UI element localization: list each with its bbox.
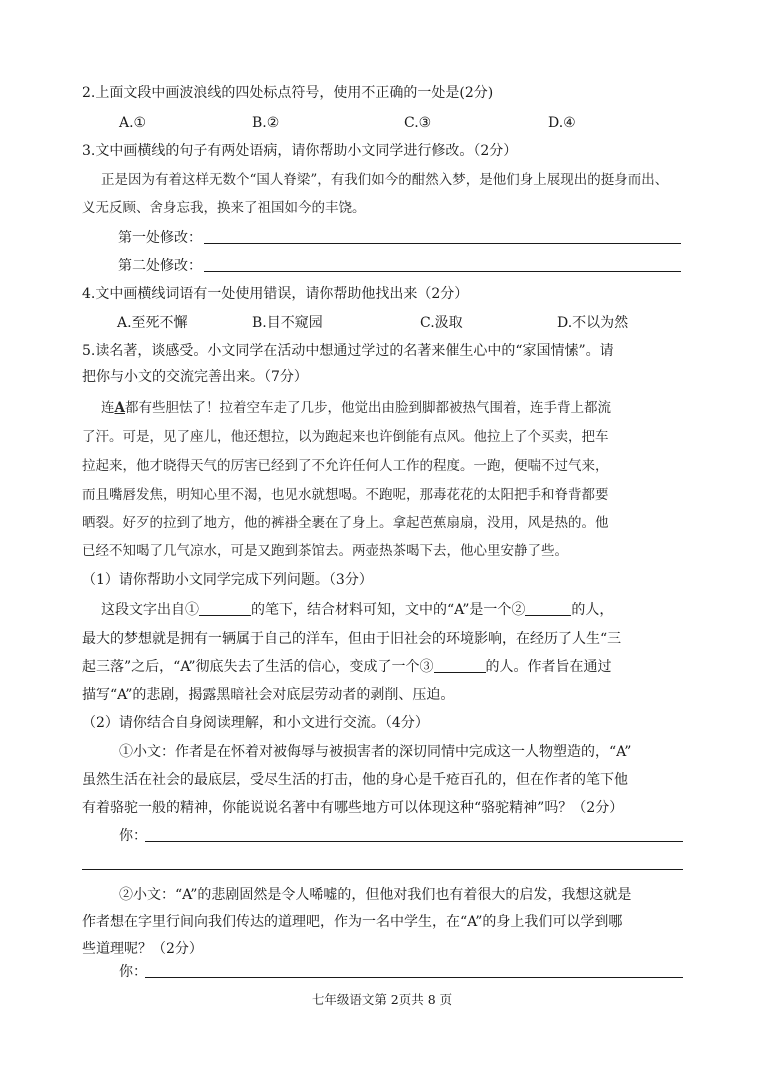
sub2-p1-line1: ①小文：作者是在怀着对被侮辱与被损害者的深切同情中完成这一人物塑造的，“A” bbox=[119, 744, 632, 760]
sub1-line1 bbox=[101, 600, 613, 620]
q4-option-b[interactable]: B.目不窥园 bbox=[252, 315, 323, 331]
passage-line3: 拉起来，他才晓得天气的厉害已经到了不允许任何人工作的程度。一跑，便喘不过气来， bbox=[82, 458, 609, 474]
answer-1-line-2[interactable] bbox=[82, 869, 683, 870]
passage-line1-rest: 都有些胆怯了！拉着空车走了几步，他觉出由脸到脚都被热气围着，连手背上都流 bbox=[124, 400, 611, 416]
sub2-p1-line3: 有着骆驼一般的精神，你能说说名著中有哪些地方可以体现这种“骆驼精神”吗？（2分） bbox=[82, 800, 624, 816]
passage-line1 bbox=[101, 398, 611, 418]
passage-line5: 晒裂。好歹的拉到了地方，他的裤褂全裹在了身上。拿起芭蕉扇扇，没用，风是热的。他 bbox=[82, 515, 609, 531]
page-footer: 七年级语文第 2页共 8 页 bbox=[311, 992, 453, 1007]
sub2-p2-line3: 些道理呢？（2分） bbox=[82, 941, 203, 957]
answer-1-line-1[interactable] bbox=[145, 841, 683, 842]
q2-stem: 2.上面文段中画波浪线的四处标点符号，使用不正确的一处是(2分) bbox=[82, 85, 494, 101]
q3-fix2-label: 第二处修改： bbox=[118, 258, 202, 274]
q2-option-c[interactable]: C.③ bbox=[404, 115, 432, 131]
q4-option-c[interactable]: C.汲取 bbox=[420, 315, 463, 331]
sub1-line3-b: 的人。作者旨在通过 bbox=[485, 659, 612, 675]
q2-option-b[interactable]: B.② bbox=[252, 115, 280, 131]
q3-stem: 3.文中画横线的句子有两处语病，请你帮助小文同学进行修改。（2分） bbox=[82, 143, 518, 159]
sub1-line1-b: 的笔下，结合材料可知，文中的“A”是一个② bbox=[251, 602, 526, 618]
sub1-line1-c: 的人， bbox=[571, 602, 614, 618]
q2-option-d[interactable]: D.④ bbox=[548, 115, 576, 131]
q3-fix1-answer-line[interactable] bbox=[204, 243, 681, 244]
q3-sentence-line2: 义无反顾、舍身忘我，换来了祖国如今的丰饶。 bbox=[82, 200, 366, 216]
sub2-p1-line2: 虽然生活在社会的最底层，受尽生活的打击，他的身心是千疮百孔的，但在作者的笔下他 bbox=[82, 772, 628, 788]
passage-line1-start: 连 bbox=[101, 400, 115, 416]
q5-stem-line1: 5.读名著，谈感受。小文同学在活动中想通过学过的名著来催生心中的“家国情愫”。请 bbox=[82, 343, 614, 359]
answer-2-line[interactable] bbox=[145, 977, 683, 978]
q5-stem-line2: 把你与小文的交流完善出来。（7分） bbox=[82, 369, 308, 385]
sub1-line2: 最大的梦想就是拥有一辆属于自己的洋车，但由于旧社会的环境影响，在经历了人生“三 bbox=[82, 631, 622, 647]
passage-underlined-a: A bbox=[114, 400, 125, 416]
sub1-line1-a: 这段文字出自① bbox=[101, 602, 199, 618]
q4-option-d[interactable]: D.不以为然 bbox=[557, 315, 629, 331]
blank-3-trait[interactable] bbox=[434, 658, 486, 673]
sub2-p2-line2: 作者想在字里行间向我们传达的道理吧，作为一名中学生，在“A”的身上我们可以学到哪 bbox=[82, 914, 623, 930]
sub1-line4: 描写“A”的悲剧，揭露黑暗社会对底层劳动者的剥削、压迫。 bbox=[82, 687, 455, 703]
sub1-line3 bbox=[82, 657, 612, 677]
q4-option-a[interactable]: A.至死不懈 bbox=[117, 315, 188, 331]
blank-1-author[interactable] bbox=[199, 601, 251, 616]
sub2-stem: （2）请你结合自身阅读理解，和小文进行交流。（4分） bbox=[82, 715, 429, 731]
q4-stem: 4.文中画横线词语有一处使用错误，请你帮助他找出来（2分） bbox=[82, 286, 469, 302]
blank-2-trait[interactable] bbox=[525, 601, 571, 616]
q2-option-a[interactable]: A.① bbox=[119, 115, 147, 131]
passage-line6: 已经不知喝了几气凉水，可是又跑到茶馆去。两壶热茶喝下去，他心里安静了些。 bbox=[82, 543, 568, 559]
answer-label-1: 你： bbox=[119, 828, 147, 844]
q3-fix1-label: 第一处修改： bbox=[118, 230, 202, 246]
q3-sentence-line1: 正是因为有着这样无数个“国人脊梁”，有我们如今的酣然入梦，是他们身上展现出的挺身而出、 bbox=[101, 172, 669, 188]
passage-line2: 了汗。可是，见了座儿，他还想拉，以为跑起来也许倒能有点风。他拉上了个买卖，把车 bbox=[82, 429, 609, 445]
answer-label-2: 你： bbox=[119, 964, 147, 980]
sub1-line3-a: 起三落”之后，“A”彻底失去了生活的信心，变成了一个③ bbox=[82, 659, 434, 675]
passage-line4: 而且嘴唇发焦，明知心里不渴，也见水就想喝。不跑呢，那毒花花的太阳把手和脊背都要 bbox=[82, 487, 609, 503]
sub1-stem: （1）请你帮助小文同学完成下列问题。（3分） bbox=[82, 572, 373, 588]
sub2-p2-line1: ②小文：“A”的悲剧固然是令人唏嘘的，但他对我们也有着很大的启发，我想这就是 bbox=[119, 887, 632, 903]
q3-fix2-answer-line[interactable] bbox=[204, 271, 681, 272]
